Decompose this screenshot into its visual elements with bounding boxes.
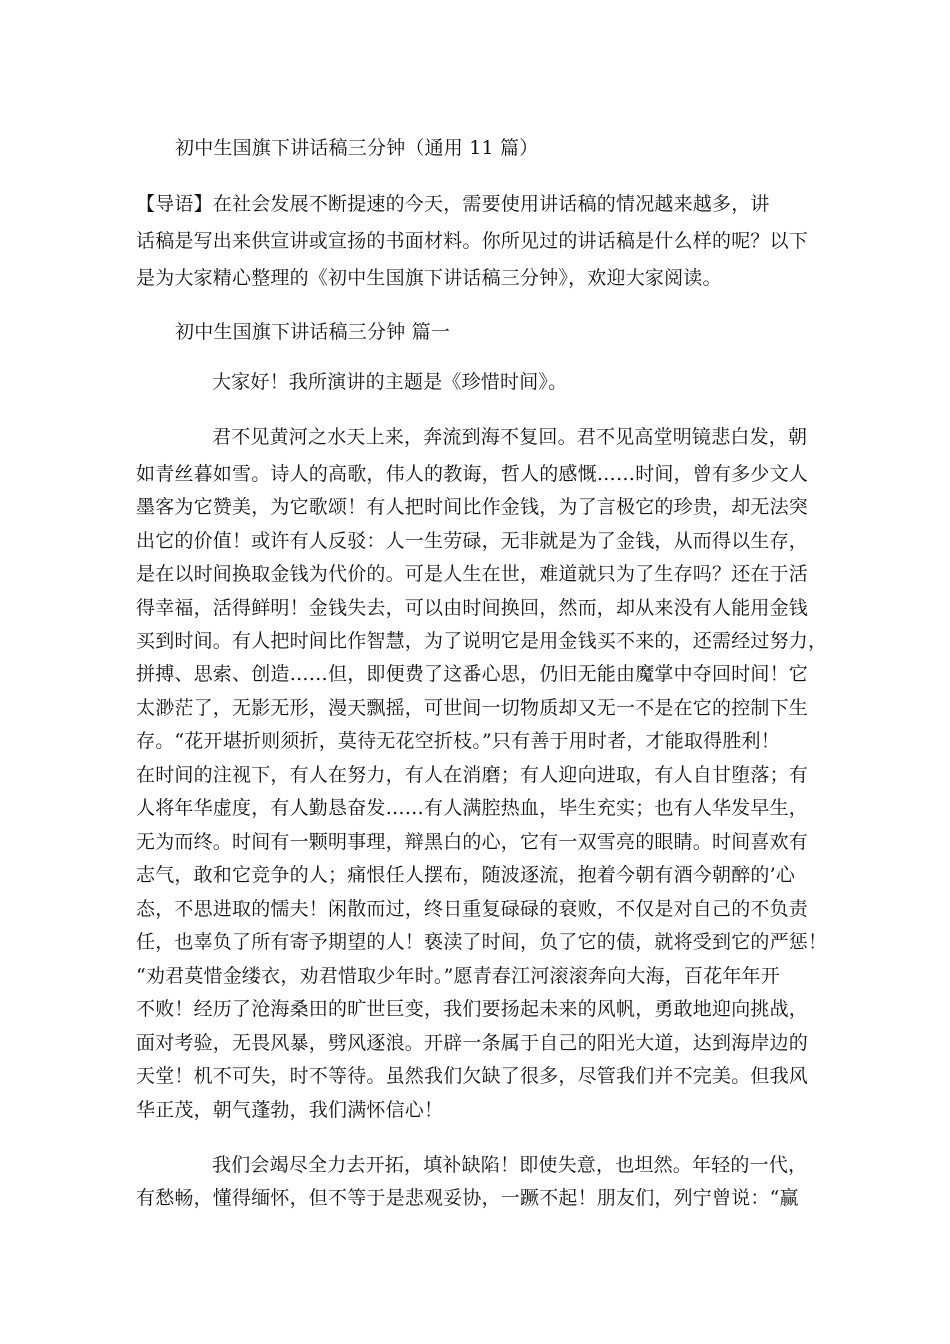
paragraph-line: 华正茂，朝气蓬勃，我们满怀信心！ [136,1099,444,1121]
paragraph-line: 拼搏、思索、创造……但，即便费了这番心思，仍旧无能由魔掌中夺回时间！它 [136,663,809,685]
intro-line: 【导语】在社会发展不断提速的今天，需要使用讲话稿的情况越来越多，讲 [136,193,770,215]
paragraph-line: “劝君莫惜金缕衣，劝君惜取少年时。”愿青春江河滚滚奔向大海，百花年年开 [136,965,780,987]
paragraph-line: 我们会竭尽全力去开拓，填补缺陷！即使失意，也坦然。年轻的一代， [212,1154,808,1176]
paragraph-line: 是在以时间换取金钱为代价的。可是人生在世，难道就只为了生存吗？还在于活 [136,563,809,585]
intro-line: 话稿是写出来供宣讲或宣扬的书面材料。你所见过的讲话稿是什么样的呢？以下 [136,230,809,252]
paragraph-line: 天堂！机不可失，时不等待。虽然我们欠缺了很多，尽管我们并不完美。但我风 [136,1065,809,1087]
paragraph-line: 在时间的注视下，有人在努力，有人在消磨；有人迎向进取，有人自甘堕落；有 [136,764,809,786]
paragraph-line: 志气，敢和它竞争的人；痛恨任人摆布，随波逐流，抱着今朝有酒今朝醉的’心 [136,864,796,886]
paragraph-line: 出它的价值！或许有人反驳：人一生劳碌，无非就是为了金钱，从而得以生存， [136,530,809,552]
paragraph-line: 太渺茫了，无影无形，漫天飘摇，可世间一切物质却又无一不是在它的控制下生 [136,697,809,719]
paragraph-line: 得幸福，活得鲜明！金钱失去，可以由时间换回，然而，却从来没有人能用金钱 [136,597,809,619]
paragraph-line: 君不见黄河之水天上来，奔流到海不复回。君不见高堂明镜悲白发，朝 [212,426,808,448]
paragraph-line: 态，不思进取的懦夫！闲散而过，终日重复碌碌的衰败，不仅是对自己的不负责 [136,898,809,920]
intro-line: 是为大家精心整理的《初中生国旗下讲话稿三分钟》，欢迎大家阅读。 [136,267,722,289]
paragraph-line: 存。“花开堪折则须折，莫待无花空折枝。”只有善于用时者，才能取得胜利！ [136,730,780,752]
paragraph-line: 买到时间。有人把时间比作智慧，为了说明它是用金钱买不来的，还需经过努力， [136,630,828,652]
paragraph-line: 任，也辜负了所有寄予期望的人！亵渎了时间，负了它的债，就将受到它的严惩！ [136,931,828,953]
paragraph-line: 墨客为它赞美，为它歌颂！有人把时间比作金钱，为了言极它的珍贵，却无法突 [136,496,809,518]
paragraph-line: 面对考验，无畏风暴，劈风逐浪。开辟一条属于自己的阳光大道，达到海岸边的 [136,1032,809,1054]
paragraph-line: 有愁畅，懂得缅怀，但不等于是悲观妥协，一蹶不起！朋友们，列宁曾说：“赢 [136,1187,799,1209]
paragraph-line: 人将年华虚度，有人勤恳奋发……有人满腔热血，毕生充实；也有人华发早生， [136,797,809,819]
section-heading: 初中生国旗下讲话稿三分钟 篇一 [175,321,451,343]
paragraph-line: 无为而终。时间有一颗明事理，辩黑白的心，它有一双雪亮的眼睛。时间喜欢有 [136,831,809,853]
greeting-line: 大家好！我所演讲的主题是《珍惜时间》。 [212,371,568,393]
paragraph-line: 不败！经历了沧海桑田的旷世巨变，我们要扬起未来的风帆，勇敢地迎向挑战， [136,998,809,1020]
paragraph-line: 如青丝暮如雪。诗人的高歌，伟人的教诲，哲人的感慨……时间，曾有多少文人 [136,463,809,485]
document-title: 初中生国旗下讲话稿三分钟（通用 11 篇） [175,137,539,159]
